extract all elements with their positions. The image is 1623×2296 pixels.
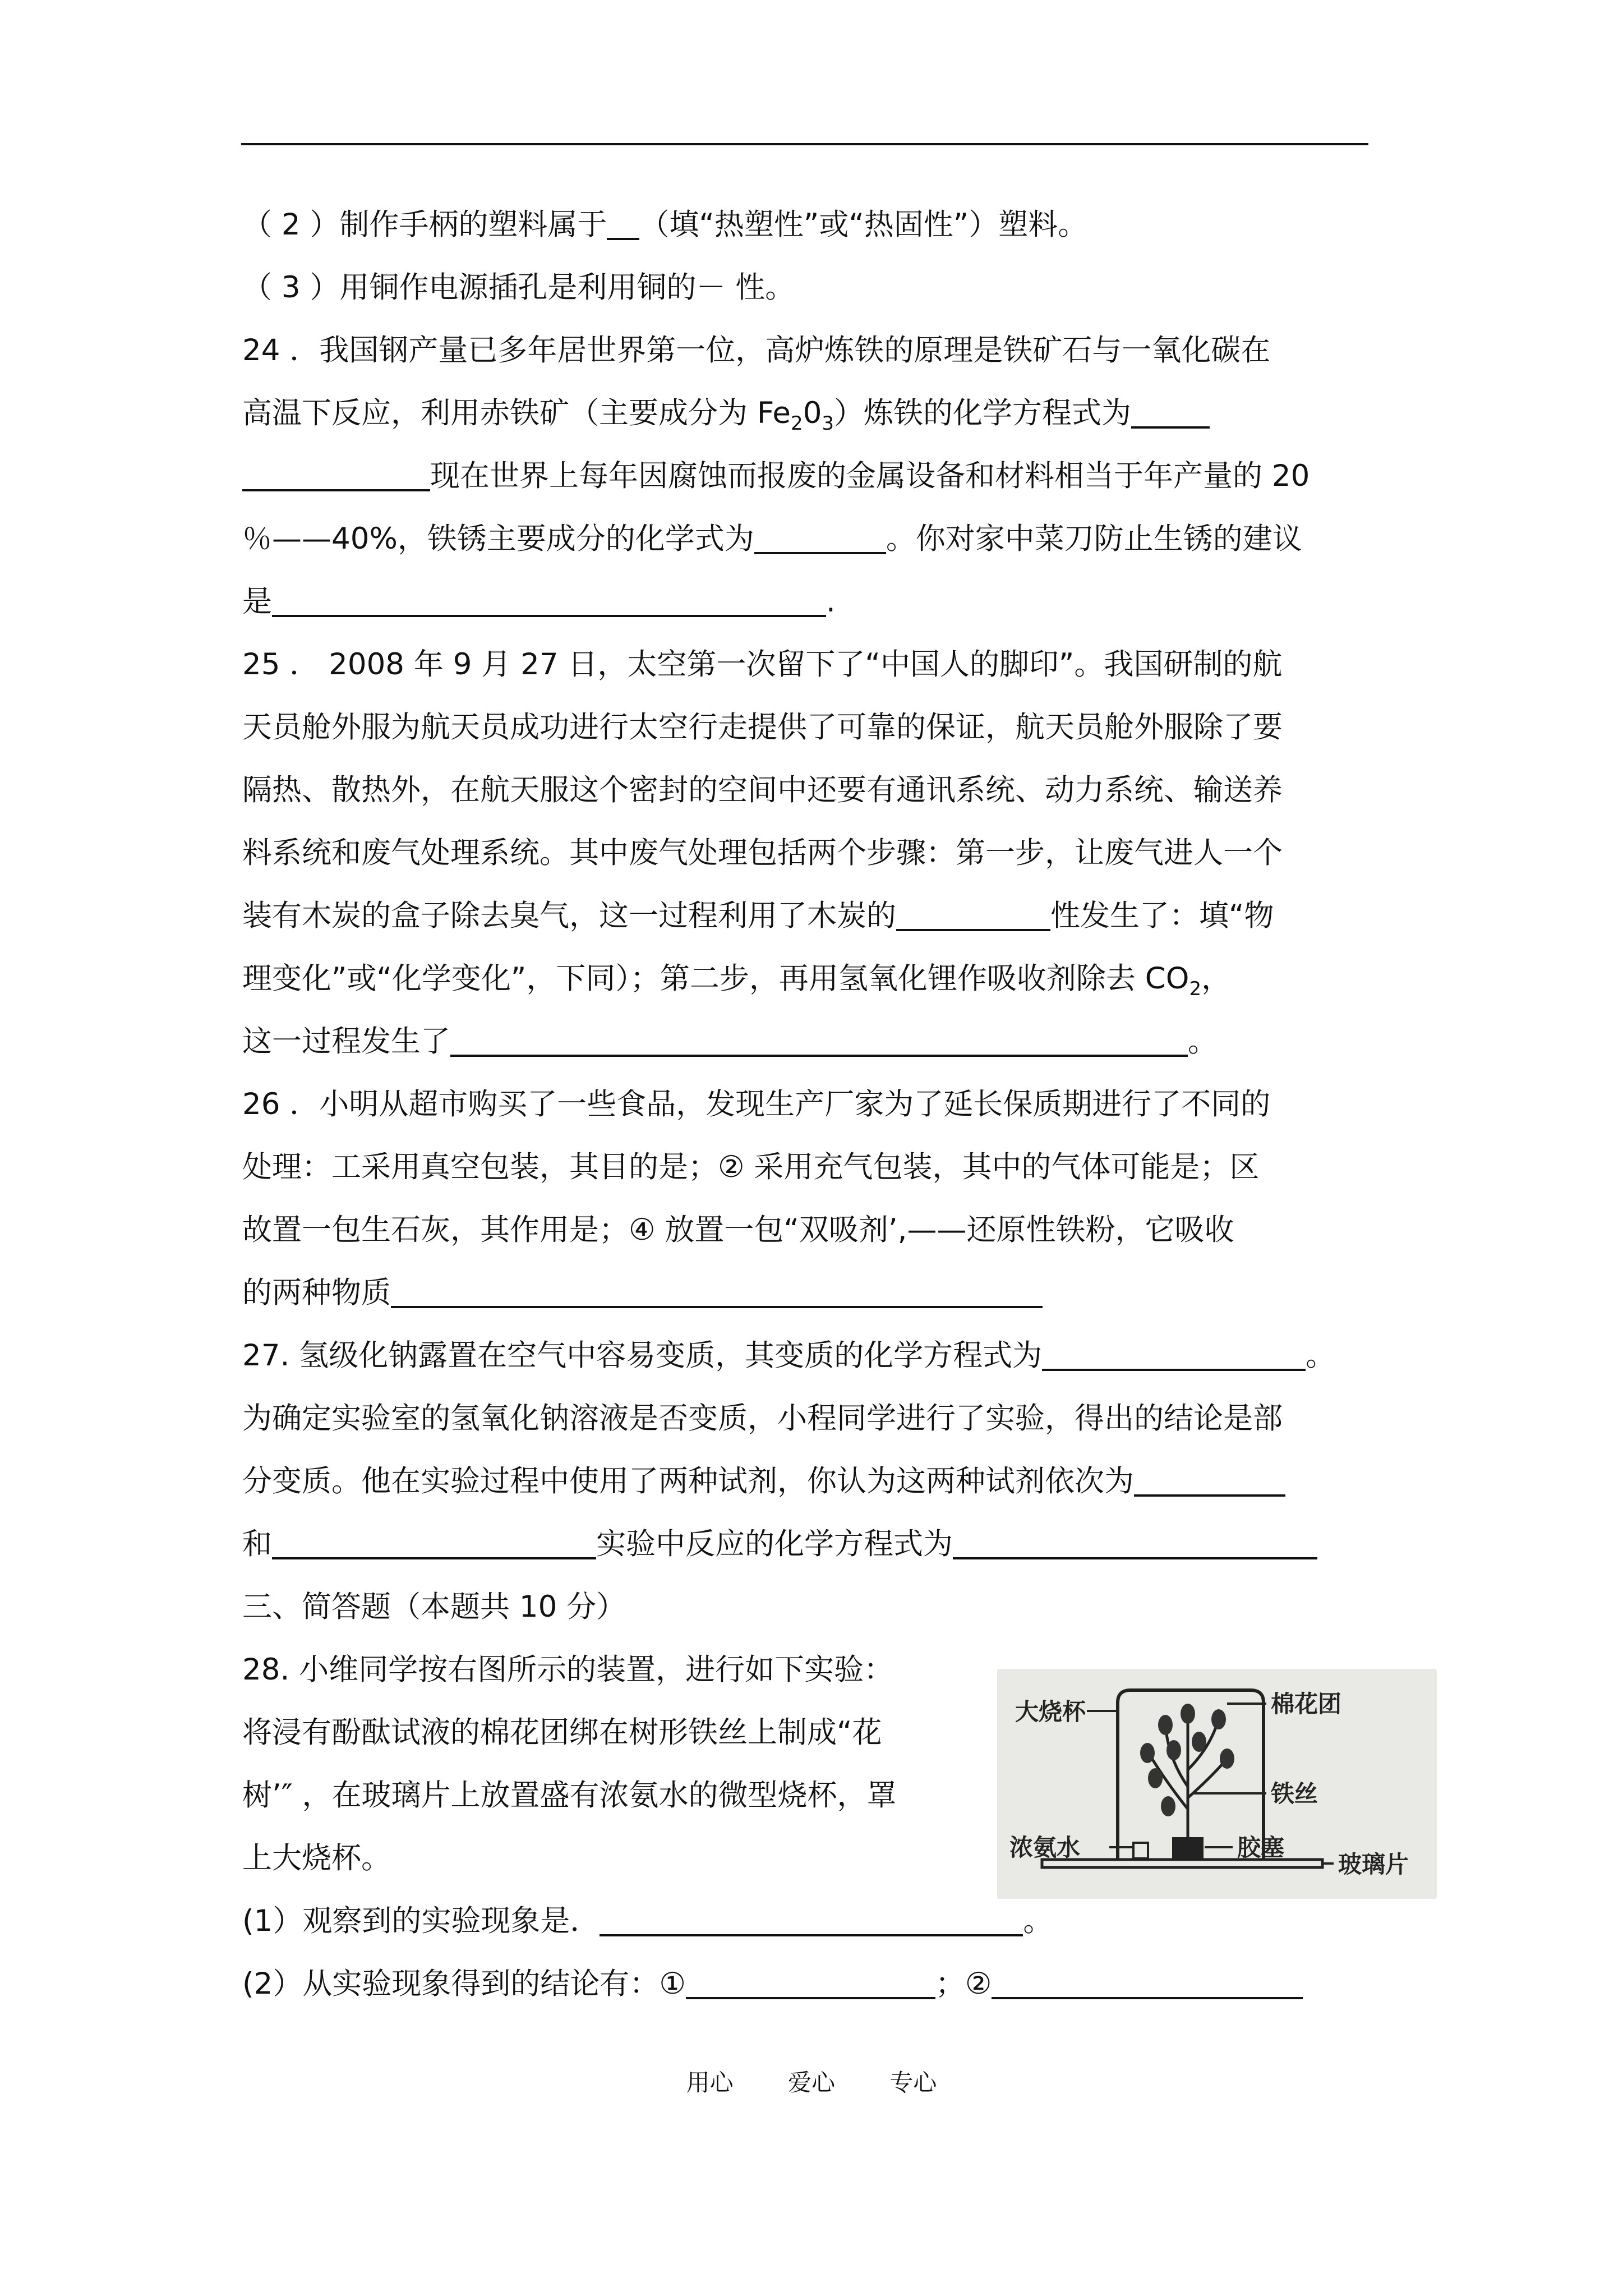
answer-blank[interactable] xyxy=(1134,1464,1285,1497)
section-3-heading: 三、简答题（本题共 10 分） xyxy=(242,1590,626,1624)
q25-line6: 理变化”或“化学变化”，下同）；第二步，再用氢氧化锂作吸收剂除去 $CO_2$， xyxy=(242,961,1232,1000)
label-cotton-ball: 棉花团 xyxy=(1271,1690,1342,1718)
label-glass-plate: 玻璃片 xyxy=(1338,1851,1409,1878)
answer-blank[interactable] xyxy=(272,585,826,617)
q26-line3: 故置一包生石灰，其作用是；④ 放置一包“双吸剂’,——还原性铁粉，它吸收 xyxy=(242,1213,1234,1247)
q25-line3: 隔热、散热外，在航天服这个密封的空间中还要有通讯系统、动力系统、输送养 xyxy=(242,773,1283,807)
ammonia-diffusion-figure xyxy=(997,1669,1437,1899)
stopper-shape xyxy=(1172,1837,1204,1858)
answer-blank[interactable] xyxy=(953,1527,1317,1559)
q26-line4: 的两种物质 xyxy=(242,1262,1370,1324)
footer-word-2: 爱心 xyxy=(787,2069,835,2096)
answer-blank[interactable] xyxy=(600,1904,1023,1936)
label-ammonia: 浓氨水 xyxy=(1009,1834,1081,1861)
q27-line3: 分变质。他在实验过程中使用了两种试剂，你认为这两种试剂依次为 xyxy=(242,1450,1370,1513)
q28-line2: 将浸有酚酞试液的棉花团绑在树形铁丝上制成“花 xyxy=(242,1715,882,1750)
q26-line2: 处理：工采用真空包装，其目的是；② 采用充气包装，其中的气体可能是；区 xyxy=(242,1150,1260,1184)
q28-line1: 28. 小维同学按右图所示的装置，进行如下实验： xyxy=(242,1653,894,1687)
q25-line4: 料系统和废气处理系统。其中废气处理包括两个步骤：第一步，让废气进人一个 xyxy=(242,836,1283,870)
answer-blank[interactable] xyxy=(450,1024,1188,1057)
q25-line7: 这一过程发生了 。 xyxy=(242,1024,1218,1059)
page-footer xyxy=(0,2064,1623,2098)
q28-line4: 上大烧杯。 xyxy=(242,1841,391,1875)
q27-line2: 为确定实验室的氢氧化钠溶液是否变质，小程同学进行了实验，得出的结论是部 xyxy=(242,1401,1283,1435)
answer-blank[interactable] xyxy=(1131,396,1210,429)
q23-part2: （ 2 ）制作手柄的塑料属于 （填“热塑性”或“热固性”）塑料。 xyxy=(242,208,1088,242)
q25-line1: 25 ． 2008 年 9 月 27 日，太空第一次留下了“中国人的脚印”。我国研制的航 xyxy=(242,647,1283,682)
label-stopper: 胶塞 xyxy=(1237,1834,1285,1861)
answer-blank[interactable] xyxy=(686,1967,935,1999)
answer-blank[interactable] xyxy=(896,899,1050,931)
small-beaker-shape xyxy=(1133,1843,1148,1858)
q25-line2: 天员舱外服为航天员成功进行太空行走提供了可靠的保证，航天员舱外服除了要 xyxy=(242,710,1283,744)
q28-line6: (2）从实验现象得到的结论有：① ；② xyxy=(242,1953,1370,2016)
label-iron-wire: 铁丝 xyxy=(1271,1780,1318,1807)
answer-blank[interactable] xyxy=(272,1527,596,1559)
answer-blank[interactable] xyxy=(242,459,430,491)
header-rule xyxy=(241,143,1368,145)
q27-line4: 和 实验中反应的化学方程式为 xyxy=(242,1513,1370,1576)
q27-line1: 27. 氢级化钠露置在空气中容易变质，其变质的化学方程式为 。 xyxy=(242,1338,1336,1373)
q26-line1: 26 ．小明从超市购买了一些食品，发现生产厂家为了延长保质期进行了不同的 xyxy=(242,1087,1271,1121)
answer-blank[interactable] xyxy=(391,1276,1043,1308)
answer-blank[interactable] xyxy=(992,1967,1303,1999)
q28-line5: (1）观察到的实验现象是． 。 xyxy=(242,1904,1053,1938)
q24-line5: 是 . xyxy=(242,585,836,619)
q23-part3: （ 3 ）用铜作电源插孔是利用铜的－ 性。 xyxy=(242,270,795,305)
q24-line1: 24 ．我国钢产量已多年居世界第一位，高炉炼铁的原理是铁矿石与一氧化碳在 xyxy=(242,333,1271,367)
q24-line3: 现在世界上每年因腐蚀而报废的金属设备和材料相当于年产量的 20 xyxy=(242,445,1370,508)
answer-blank[interactable] xyxy=(607,208,639,240)
q28-line3: 树’″ ，在玻璃片上放置盛有浓氨水的微型烧杯，罩 xyxy=(242,1778,897,1812)
footer-word-1: 用心 xyxy=(686,2069,734,2096)
q25-line5: 装有木炭的盒子除去臭气，这一过程利用了木炭的 性发生了：填“物 xyxy=(242,899,1274,933)
answer-blank[interactable] xyxy=(1042,1338,1306,1371)
answer-blank[interactable] xyxy=(754,522,886,554)
q24-line4: ％——40%，铁锈主要成分的化学式为 。你对家中菜刀防止生锈的建议 xyxy=(242,522,1302,556)
q24-line2: 高温下反应，利用赤铁矿（主要成分为 $Fe_20_3$）炼铁的化学方程式为 xyxy=(242,382,1370,445)
label-big-beaker: 大烧杯 xyxy=(1015,1698,1086,1726)
footer-word-3: 专心 xyxy=(889,2069,937,2096)
